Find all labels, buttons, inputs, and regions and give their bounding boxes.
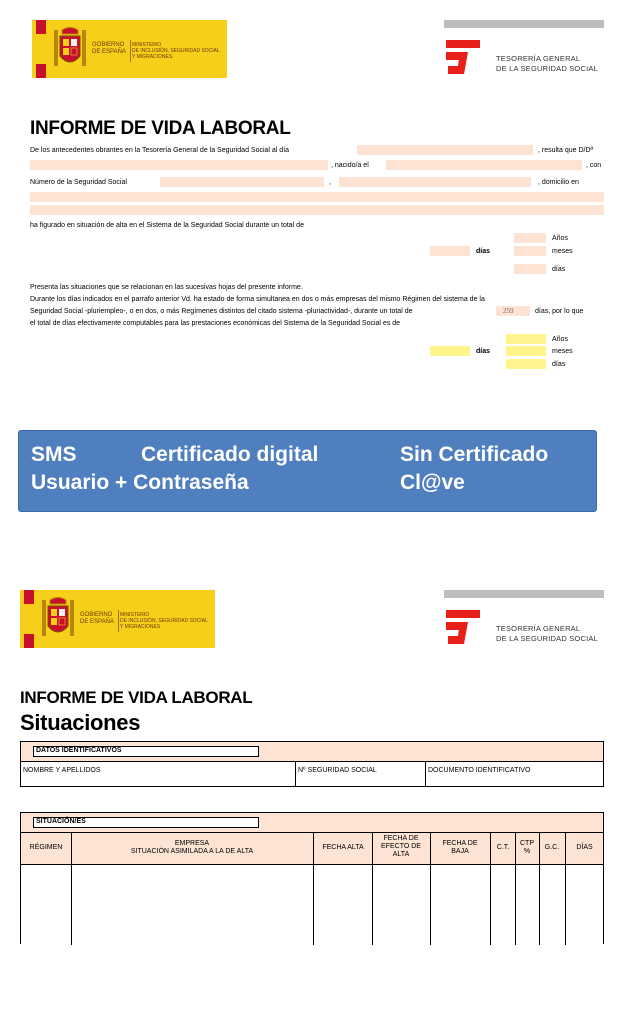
dias-bold: días (476, 248, 491, 255)
line3-suffix: , domicilio en (538, 179, 579, 186)
col-regimen: RÉGIMEN (29, 844, 63, 851)
anos-field (514, 233, 546, 243)
sms-option[interactable]: SMS (31, 443, 77, 466)
gobierno-label: GOBIERNO DE ESPAÑA (80, 612, 114, 625)
pluri-days-value: 259 (503, 307, 514, 315)
para2: Durante los días indicados en el parrafo anterior Vd. ha estado de forma simultanea en dos o más empresas del mismo Régimen del sistema de la (30, 296, 485, 303)
tgss-logo-2 (444, 590, 604, 650)
tgss-label: TESORERÍA GENERAL DE LA SEGURIDAD SOCIAL (496, 54, 598, 73)
coat-of-arms-icon (36, 596, 80, 642)
anos-field-2 (506, 334, 546, 344)
certificado-option[interactable]: Certificado digital (141, 443, 319, 466)
dias-field (514, 264, 546, 274)
col-ct: C.T. (496, 844, 510, 851)
page2-title: INFORME DE VIDA LABORAL (20, 688, 253, 707)
col-dias: DÍAS (576, 844, 593, 851)
col-fecha-alta: FECHA ALTA (322, 844, 364, 851)
nombre-label: NOMBRE Y APELLIDOS (23, 767, 101, 774)
doc-field (339, 177, 531, 187)
dias-field-2 (506, 359, 546, 369)
nss-label: Nº SEGURIDAD SOCIAL (298, 767, 377, 774)
datos-header: DATOS IDENTIFICATIVOS (36, 747, 122, 754)
logo-separator (130, 40, 131, 62)
tgss-logo (444, 20, 604, 80)
alta-text: ha figurado en situación de alta en el Sistema de la Seguridad Social durante un total de (30, 222, 304, 229)
line2-mid: , nacido/a el (331, 162, 369, 169)
meses-field (514, 246, 546, 256)
nss-field (160, 177, 324, 187)
birth-field (386, 160, 582, 170)
ministerio-label: MINISTERIO DE INCLUSIÓN, SEGURIDAD SOCIAL Y MIGRACIONES (120, 612, 208, 630)
name-field (30, 160, 328, 170)
access-methods-banner (18, 430, 597, 512)
gobierno-logo (32, 20, 227, 78)
anos-label-2: Años (552, 336, 568, 343)
para4: el total de días efectivamente computables para las prestaciones económicas del Sistema de la Seguridad Social es de (30, 320, 401, 327)
dias-total-field (430, 246, 470, 256)
tgss-top-bar (444, 20, 604, 28)
tgss-mark-icon (444, 40, 480, 74)
coat-of-arms-icon (48, 26, 92, 72)
date-field (357, 145, 533, 155)
gobierno-label: GOBIERNO DE ESPAÑA (92, 42, 126, 55)
address-field-2 (30, 205, 604, 215)
documento-label: DOCUMENTO IDENTIFICATIVO (428, 767, 531, 774)
dias-total-field-2 (430, 346, 470, 356)
ministerio-label: MINISTERIO DE INCLUSIÓN, SEGURIDAD SOCIAL Y MIGRACIONES (132, 42, 220, 60)
tgss-label: TESORERÍA GENERAL DE LA SEGURIDAD SOCIAL (496, 624, 598, 643)
line3-prefix: Número de la Seguridad Social (30, 179, 127, 186)
datos-col-divider-1 (295, 761, 296, 786)
col-ctp: CTP % (520, 840, 534, 855)
page2-subtitle: Situaciones (20, 710, 141, 735)
para1: Presenta las situaciones que se relacionan en las sucesivas hojas del presente informe. (30, 284, 303, 291)
address-field-1 (30, 192, 604, 202)
line1-prefix: De los antecedentes obrantes en la Tesorería General de la Seguridad Social al día (30, 147, 290, 154)
dias-label: días (552, 266, 566, 273)
spain-flag-icon (36, 20, 46, 78)
datos-col-divider-2 (425, 761, 426, 786)
col-gc: G.C. (544, 844, 560, 851)
col-fecha-efecto: FECHA DE EFECTO DE ALTA (381, 835, 421, 858)
spain-flag-icon (24, 590, 34, 648)
line1-suffix: , resulta que D/Dª (538, 147, 594, 154)
dias-label-2: días (552, 361, 566, 368)
meses-label-2: meses (552, 348, 573, 355)
dias-bold-2: días (476, 348, 491, 355)
clave-option[interactable]: Cl@ve (400, 471, 465, 494)
situaciones-header: SITUACIÓN/ES (36, 818, 86, 825)
line2-suffix: , con (586, 162, 602, 169)
line3-comma: , (329, 179, 331, 186)
col-fecha-baja: FECHA DE BAJA (442, 840, 478, 855)
meses-label: meses (552, 248, 573, 255)
sin-certificado-option[interactable]: Sin Certificado (400, 443, 549, 466)
para3b: días, por lo que (535, 308, 584, 315)
para3a: Seguridad Social -pluriempleo-, o en dos, o más Regímenes distintos del citado sistema -pluriactividad-, durante un total de (30, 308, 413, 315)
tgss-top-bar (444, 590, 604, 598)
logo-separator (118, 610, 119, 632)
page-title: INFORME DE VIDA LABORAL (30, 118, 291, 139)
tgss-mark-icon (444, 610, 480, 644)
anos-label: Años (552, 235, 568, 242)
usuario-option[interactable]: Usuario + Contraseña (31, 471, 249, 494)
meses-field-2 (506, 346, 546, 356)
col-empresa: EMPRESA SITUACIÓN ASIMILADA A LA DE ALTA (130, 840, 254, 855)
gobierno-logo-2 (20, 590, 215, 648)
datos-identificativos-table (20, 741, 604, 787)
situaciones-table (20, 812, 604, 944)
